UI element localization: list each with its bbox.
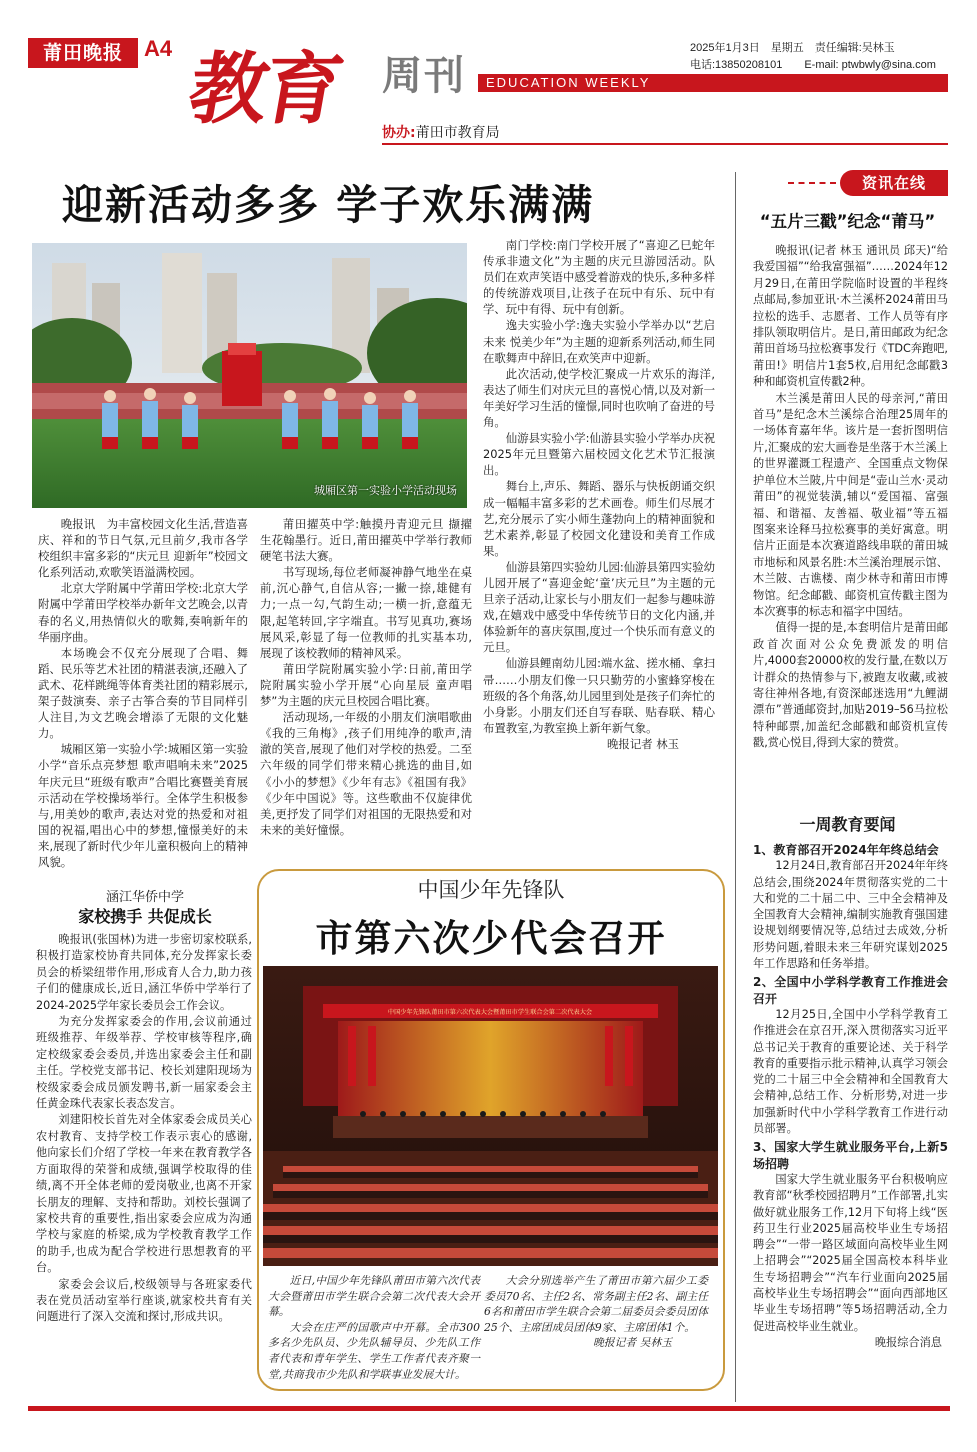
section-subtitle: 周刊 — [382, 52, 466, 99]
article-paragraph: 城厢区第一实验小学:城厢区第一实验小学“音乐点亮梦想 歌声唱响未来”2025年庆元旦“班级有歌声”合唱比赛暨美育展示活动在学校操场举行。全体学生积极参与,用美妙的歌声,表达对党的热爱和对祖国的祝福,唱出心中的梦想,憧憬美好的未来,展现了新时代少年儿童积极向上的精神风貌。 — [38, 742, 248, 869]
congress-photo — [263, 966, 718, 1266]
weekly-item-heading: 3、国家大学生就业服务平台,上新5场招聘 — [753, 1140, 948, 1171]
article-paragraph: 晚报讯 为丰富校园文化生活,营造喜庆、祥和的节日气氛,元旦前夕,我市各学校组织丰富多彩的“庆元旦 迎新年”校园文化系列活动,欢歌笑语溢满校园。 — [38, 517, 248, 580]
youth-article-kicker: 中国少年先锋队 — [417, 878, 565, 902]
congress-banner-text: 中国少年先锋队莆田市第六次代表大会暨莆田市学生联合会第二次代表大会 — [387, 1009, 593, 1016]
newspaper-logo: 莆田晚报 — [28, 38, 138, 68]
article-paragraph: 书写现场,每位老师凝神静气地坐在桌前,沉心静气,自信从容;一撇一捺,雄健有力;一点一勾,气韵生动;一横一折,意蕴无限,起笔转回,字字端直。书写见真功,赛场展风采,彰显了每一位教师的扎实基本功,展现了该校教师的精神风采。 — [260, 565, 472, 660]
page-number: A4 — [144, 36, 173, 61]
performance-photo — [32, 243, 467, 508]
youth-article-column — [268, 1273, 480, 1388]
congress-photo-illustration — [263, 966, 718, 1266]
date-line: 2025年1月3日 星期五 责任编辑:吴林玉 — [690, 42, 895, 54]
article-paragraph: 北京大学附属中学莆田学校:北京大学附属中学莆田学校举办新年文艺晚会,以青春的名义,用热情似火的歌舞,奏响新年的华丽序曲。 — [38, 581, 248, 644]
article-paragraph: 此次活动,使学校汇聚成一片欢乐的海洋,表达了师生们对庆元旦的喜悦心情,以及对新一年美好学习生活的憧憬,同时也吹响了奋进的号角。 — [483, 366, 715, 430]
article-paragraph: 莆田学院附属实验小学:日前,莆田学院附属实验小学开展“心向星辰 童声唱梦”为主题的庆元旦校园合唱比赛。 — [260, 661, 472, 709]
section-band: EDUCATION WEEKLY — [478, 74, 948, 92]
school-paragraph: 刘建阳校长首先对全体家委会成员关心农村教育、支持学校工作表示衷心的感谢,他向家长们介绍了学校一年来在教育教学各方面取得的荣誉和成绩,强调学校取得的佳绩,离不开全体老师的爱岗敬业,也离不开家长朋友的理解、支持和帮助。刘校长强调了家校共育的重要性,指出家委会应成为沟通学校与家庭的桥梁,成为学校教育教学工作的助手,也成为配合学校进行思想教育的平台。 — [36, 1113, 252, 1275]
article-paragraph: 本场晚会不仅充分展现了合唱、舞蹈、民乐等艺术社团的精湛表演,还融入了武术、花样跳绳等体育类社团的精彩展示,架子鼓演奏、亲子古筝合奏的节目同样引人注目,为文艺晚会增添了无限的文化魅力。 — [38, 645, 248, 741]
cohost-name: 莆田市教育局 — [415, 125, 500, 141]
school-paragraph: 为充分发挥家委会的作用,会议前通过班级推荐、年级举荐、学校审核等程序,确定校级家委会委员,并选出家委会主任和副主任。学校党支部书记、校长刘建阳现场为校级家委会成员颁发聘书,新一届家委会主任黄金珠代表家长表态发言。 — [36, 1015, 252, 1111]
article-column — [260, 516, 472, 851]
section-title: 教育 — [182, 44, 347, 135]
weekly-news-column — [753, 840, 948, 1400]
article-paragraph: 仙游县实验小学:仙游县实验小学举办庆祝2025年元旦暨第六届校园文化艺术节汇报演出。 — [483, 431, 715, 478]
school-article-headline: 家校携手 共促成长 — [78, 907, 212, 926]
news-section-tag — [788, 170, 948, 196]
youth-paragraph: 近日,中国少年先锋队莆田市第六次代表大会暨莆田市学生联合会第二次代表大会开幕。 — [268, 1274, 480, 1319]
school-article-column — [36, 932, 252, 1402]
cohost-line — [382, 122, 500, 142]
tag-dash-line — [788, 182, 836, 184]
weekly-item-body: 12月24日,教育部召开2024年年终总结会,围绕2024年贯彻落实党的二十大和党的二十届二中、三中全会精神及全国教育大会精神,编制实施教育强国建设规划纲要情况等,总结过去成效,分析形势问题,着眼未来三年研究谋划2025年工作思路和任务举措。 — [753, 859, 948, 971]
youth-paragraph: 大会在庄严的国歌声中开幕。全市300多名少先队员、少先队辅导员、少先队工作者代表和青年学生、学生工作者代表齐聚一堂,共商我市少先队和学联事业发展大计。 — [268, 1320, 480, 1381]
weekly-item-heading: 2、全国中小学科学教育工作推进会召开 — [753, 975, 948, 1006]
photo-caption: 城厢区第一实验小学活动现场 — [314, 484, 457, 497]
weekly-item-heading: 1、教育部召开2024年年终总结会 — [753, 843, 939, 857]
article-paragraph: 南门学校:南门学校开展了“喜迎乙巳蛇年 传承非遗文化”为主题的庆元旦游园活动。队员们在欢声笑语中感受着游戏的快乐,多种多样的传统游戏项目,让孩子在玩中有乐、玩中有学、玩中有得、玩中有创新。 — [483, 238, 715, 317]
school-paragraph: 晚报讯(张国林)为进一步密切家校联系,积极打造家校协育共同体,充分发挥家长委员会的桥梁纽带作用,形成育人合力,助力孩子们的健康成长,近日,涵江华侨中学举行了2024-2025学年家长委员会工作会议。 — [36, 933, 252, 1012]
weekly-item-body: 国家大学生就业服务平台积极响应教育部“秋季校园招聘月”工作部署,扎实做好就业服务工作,12月下旬将上线“医药卫生行业2025届高校毕业生专场招聘会”“一带一路区域面向高校毕业生网上招聘会”“2025届全国高校本科毕业生专场招聘会”“汽车行业面向2025届高校毕业生专场招聘会”“面向西部地区毕业生专场招聘”等5场招聘活动,全力促进高校毕业生就业。 — [753, 1172, 948, 1333]
youth-paragraph: 大会分别选举产生了莆田市第六届少工委委员70名、主任2名、常务副主任2名、副主任6名和莆田市学生联合会第二届委员会委员团体25个、主席团成员团体9家、主席团体1个。 — [484, 1274, 708, 1334]
article-paragraph: 活动现场,一年级的小朋友们演唱歌曲《我的三角梅》,孩子们用纯净的歌声,清澈的笑音,展现了他们对学校的热爱。二至六年级的同学们带来精心挑选的曲目,如《小小的梦想》《少年有志》《祖国有我》《少年中国说》等。这些歌曲不仅旋律优美,更抒发了同学们对祖国的无限热爱和对未来的美好憧憬。 — [260, 710, 472, 837]
main-headline: 迎新活动多多 学子欢乐满满 — [62, 181, 595, 229]
weekly-news-source: 晚报综合消息 — [874, 1335, 942, 1349]
youth-article-headline: 市第六次少代会召开 — [315, 917, 667, 960]
cohost-label: 协办: — [382, 125, 416, 141]
article-paragraph: 逸夫实验小学:逸夫实验小学举办以“艺启未来 悦美少年”为主题的迎新系列活动,师生同在歌舞声中辞旧,在欢笑声中迎新。 — [483, 318, 715, 365]
school-paragraph: 家委会会议后,校级领导与各班家委代表在党员活动室举行座谈,就家校共育有关问题进行了深入交流和探讨,形成共识。 — [36, 1277, 252, 1324]
news-paragraph: 值得一提的是,本套明信片是莆田邮政首次面对公众免费派发的明信片,4000套20000枚的发行量,在数以万计群众的热情参与下,被跑友收藏,或被寄往神州各地,有资深邮迷选用“九鲤湖漂布”普通邮资封,加贴2019–56马拉松特种邮票,加盖纪念邮戳和邮资机宣传戳,赏心悦目,得到大家的赞赏。 — [753, 621, 948, 750]
article-column — [38, 516, 248, 869]
article-paragraph: 仙游县第四实验幼儿园:仙游县第四实验幼儿园开展了“喜迎金蛇‘童’庆元旦”为主题的元旦亲子活动,让家长与小朋友们一起参与趣味游戏,在嬉戏中感受中华传统节日的文化内涵,并体验新年的喜庆氛围,度过一个快乐而有意义的元旦。 — [483, 559, 715, 655]
masthead-divider — [382, 143, 948, 145]
youth-article-byline: 晚报记者 吴林玉 — [592, 1336, 672, 1350]
article-paragraph: 舞台上,声乐、舞蹈、器乐与快板朗诵交织成一幅幅丰富多彩的艺术画卷。师生们尽展才艺,充分展示了实小师生蓬勃向上的精神面貌和艺术素养,彰显了校园文化建设和美育工作成果。 — [483, 479, 715, 558]
news-paragraph: 木兰溪是莆田人民的母亲河,“莆田首马”是纪念木兰溪综合治理25周年的一场体育嘉年华。该片是一套折图明信片,汇聚成的宏大画卷是坐落于木兰溪上的世界灌溉工程遗产、全国重点文物保护单位木兰陂,片中间是“壶山兰水·灵动莆田”的视觉装潢,辅以“爱国福、富强福、和谐福、友善福、敬业福”等五福图案来诠释马拉松赛事的美好寓意。明信片正面是本次赛道路线串联的莆田城市地标和风景名胜:木兰溪治理展示馆、木兰陂、古谯楼、南少林寺和莆田市博物馆。纪念邮戳、邮资机宣传戳主图为本次赛事的标志和福字中国结。 — [753, 391, 948, 618]
weekly-item-body: 12月25日,全国中小学科学教育工作推进会在京召开,深入贯彻落实习近平总书记关于教育的重要论述、关于科学教育的重要指示批示精神,认真学习领会党的二十届三中全会精神和全国教育大会精神,总结工作、分析形势,对进一步加强新时代中小学科学教育工作进行动员部署。 — [753, 1007, 948, 1136]
article-column — [483, 237, 715, 847]
article-paragraph: 莆田擢英中学:触摸丹青迎元旦 撷擢生花翰墨行。近日,莆田擢英中学举行教师硬笔书法大赛。 — [260, 517, 472, 564]
school-article-kicker: 涵江华侨中学 — [105, 890, 184, 905]
news-column — [753, 243, 948, 798]
weekly-news-title: 一周教育要闻 — [799, 815, 896, 834]
article-byline: 晚报记者 林玉 — [607, 736, 679, 751]
masthead-info — [690, 40, 936, 74]
news-paragraph: 晚报讯(记者 林玉 通讯员 邱天)“给我爱国福”“给我富强福”……2024年12月29日,在莆田学院临时设置的半程终点邮局,参加亚讯·木兰溪杯2024莆田马拉松的选手、志愿者、工作人员等有序排队领取明信片。是日,莆田邮政为纪念莆田首场马拉松赛事发行《TDC奔跑吧,莆田!》明信片1套5枚,启用纪念邮戳3种和邮资机宣传戳2种。 — [753, 244, 948, 389]
article-paragraph: 仙游县鲤南幼儿园:端水盆、搓水桶、拿扫帚……小朋友们像一只只勤劳的小蜜蜂穿梭在班级的各个角落,幼儿园里到处是孩子们奔忙的小身影。小朋友们还自写春联、贴春联、精心布置教室,为教室换上新年新气象。 — [483, 656, 715, 735]
youth-article-column — [484, 1273, 708, 1388]
column-divider — [735, 172, 736, 1402]
page-bottom-rule — [28, 1406, 950, 1411]
contact-line: 电话:13850208101 E-mail: ptwbwly@sina.com — [690, 59, 936, 71]
performance-photo-illustration — [32, 243, 467, 508]
news-headline: “五片三戳”纪念“莆马” — [759, 212, 936, 231]
news-tag-label: 资讯在线 — [840, 170, 948, 196]
